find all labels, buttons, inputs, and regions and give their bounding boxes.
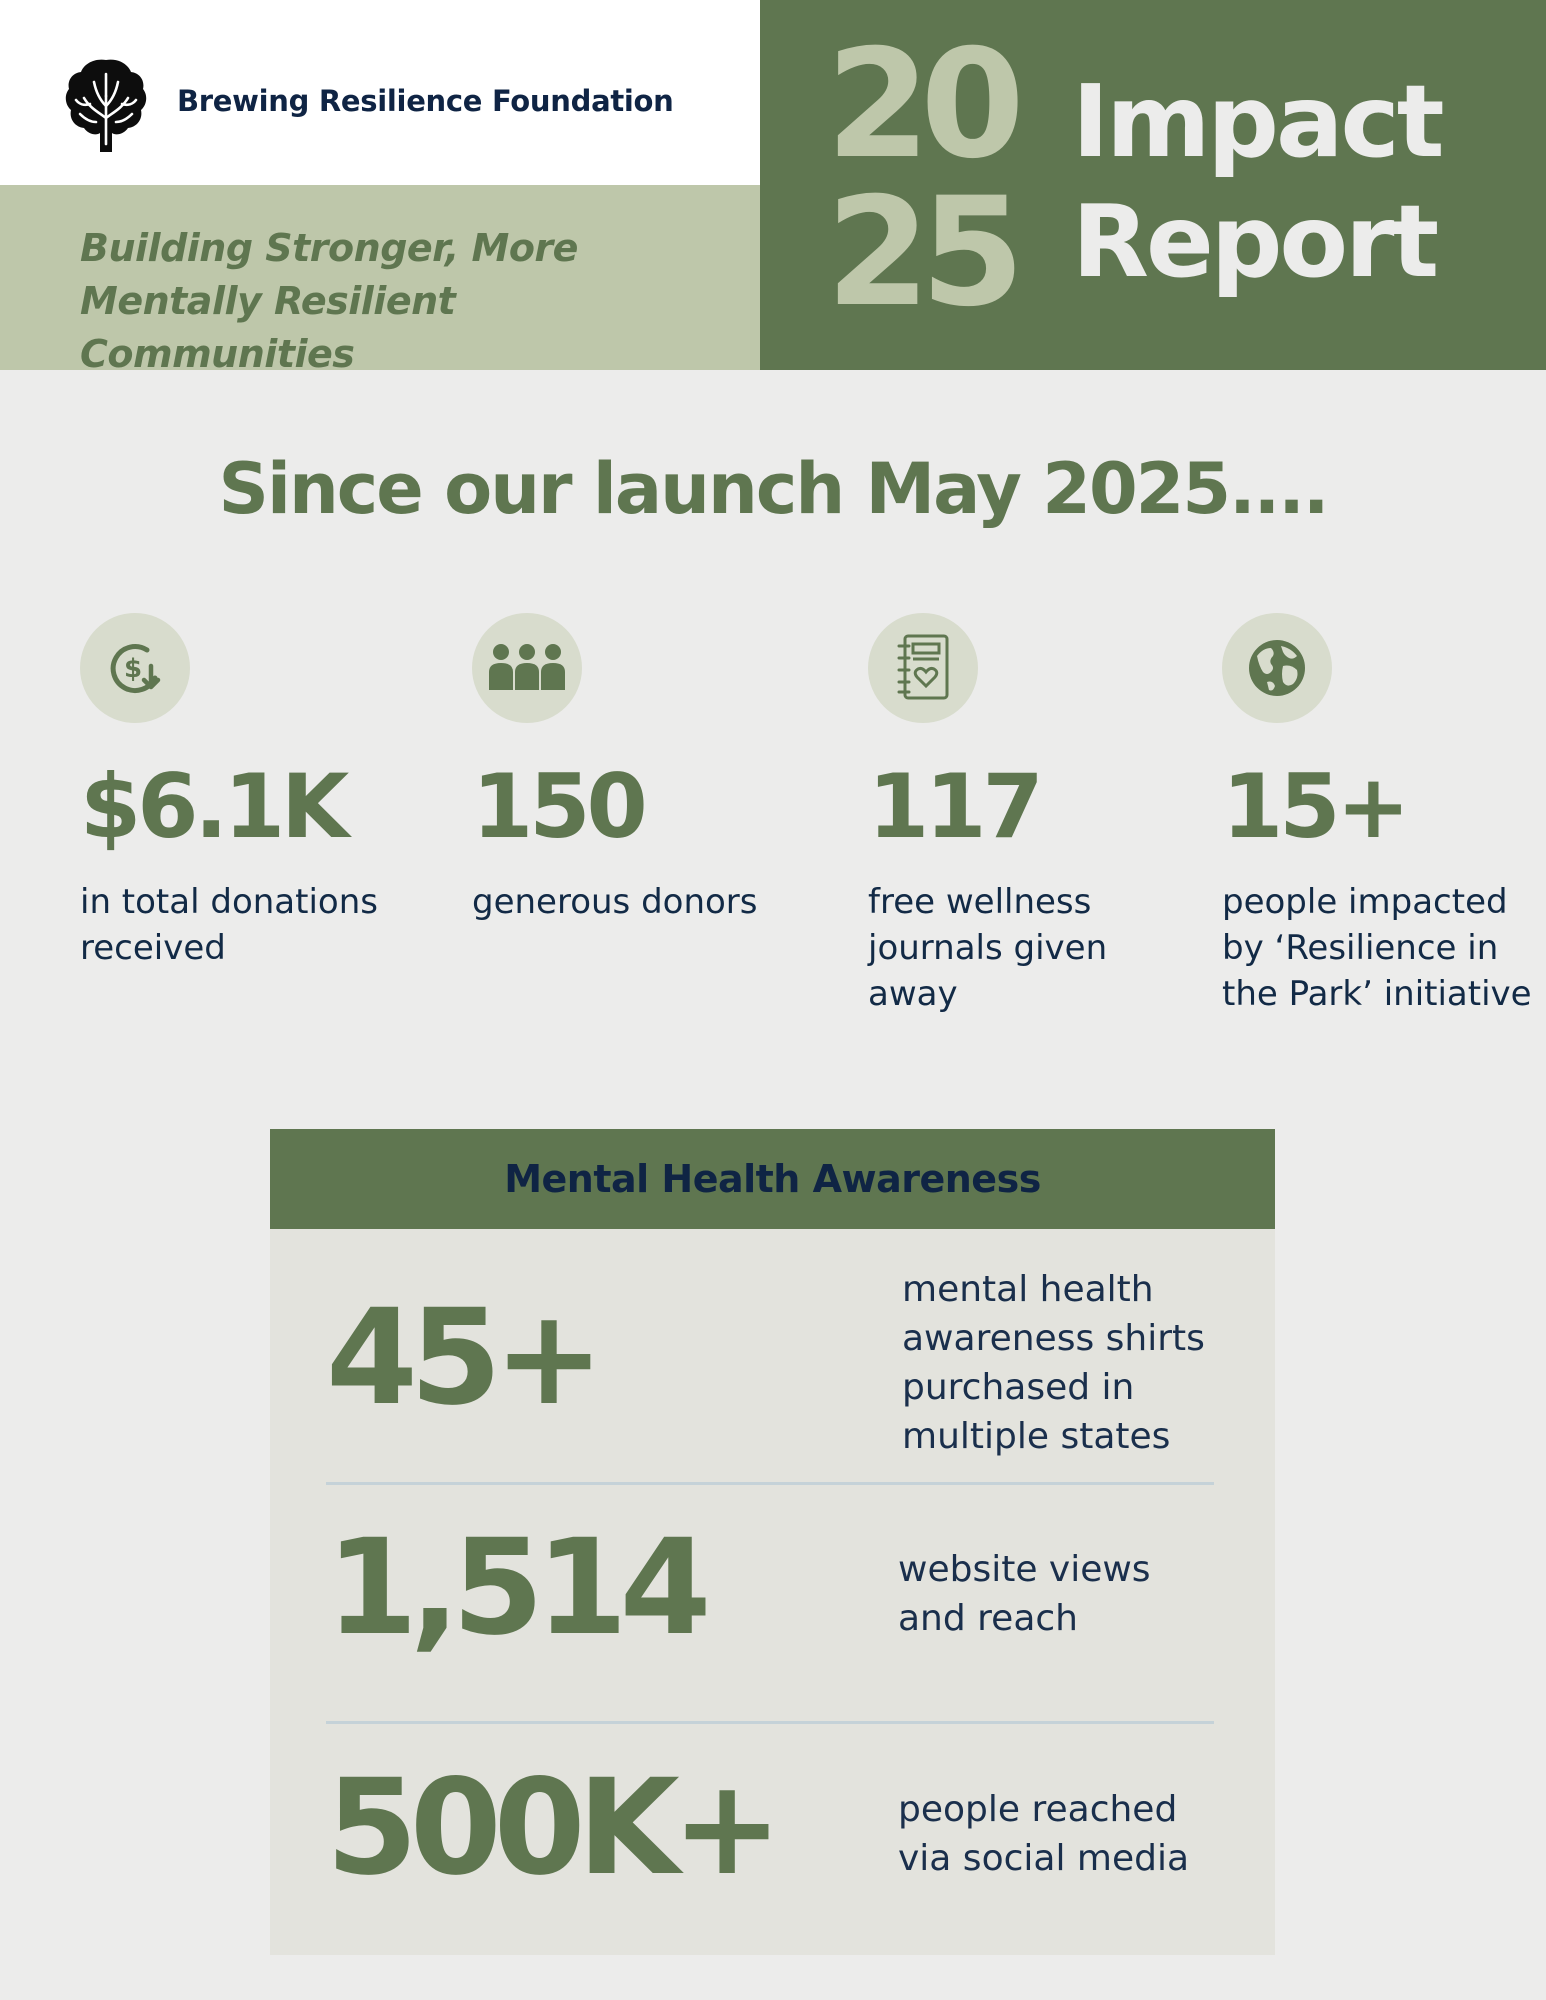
stat-label: free wellness journals given away (868, 882, 1108, 1014)
year-bottom: 25 (826, 166, 1015, 340)
stat-icon-circle (868, 613, 978, 723)
tagline: Building Stronger, More Mentally Resilient Communities (80, 226, 578, 376)
awareness-label-shirts: mental health awareness shirts purchased in multiple states (902, 1269, 1205, 1457)
stat-icon-circle (1222, 613, 1332, 723)
stat-value: 150 (472, 755, 644, 858)
awareness-label-social: people reached via social media (898, 1789, 1190, 1879)
svg-text:$: $ (123, 654, 143, 684)
stat-value: $6.1K (80, 755, 346, 858)
stat-label: in total donations received (80, 882, 378, 968)
stat-value: 15+ (1222, 755, 1407, 858)
awareness-value-website: 1,514 (326, 1511, 704, 1665)
stat-label: generous donors (472, 882, 758, 922)
awareness-label-website: website views and reach (898, 1549, 1151, 1639)
divider (326, 1482, 1214, 1485)
stat-icon-circle (80, 613, 190, 723)
journal-icon (891, 632, 955, 704)
stat-journals (868, 613, 1168, 1017)
stat-icon-circle (472, 613, 582, 723)
people-icon (485, 638, 569, 698)
awareness-panel-header (270, 1129, 1275, 1229)
stat-park-initiative (1222, 613, 1532, 1017)
stat-value: 117 (868, 755, 1040, 858)
brain-tree-logo-icon (64, 56, 148, 156)
report-title-top: Impact (1072, 63, 1442, 180)
awareness-value-shirts: 45+ (326, 1281, 597, 1435)
dollar-icon (103, 636, 167, 700)
awareness-title: Mental Health Awareness (504, 1157, 1041, 1201)
divider (326, 1721, 1214, 1724)
intro-heading: Since our launch May 2025.... (218, 448, 1328, 530)
globe-icon (1245, 636, 1309, 700)
org-name: Brewing Resilience Foundation (177, 84, 674, 118)
awareness-value-social: 500K+ (326, 1751, 775, 1905)
stat-donors (472, 613, 772, 925)
report-title-bottom: Report (1072, 183, 1437, 300)
stat-donations (80, 613, 380, 971)
year-top: 20 (826, 18, 1015, 192)
stat-label: people impacted by ‘Resilience in the Park’ initiative (1222, 882, 1532, 1014)
